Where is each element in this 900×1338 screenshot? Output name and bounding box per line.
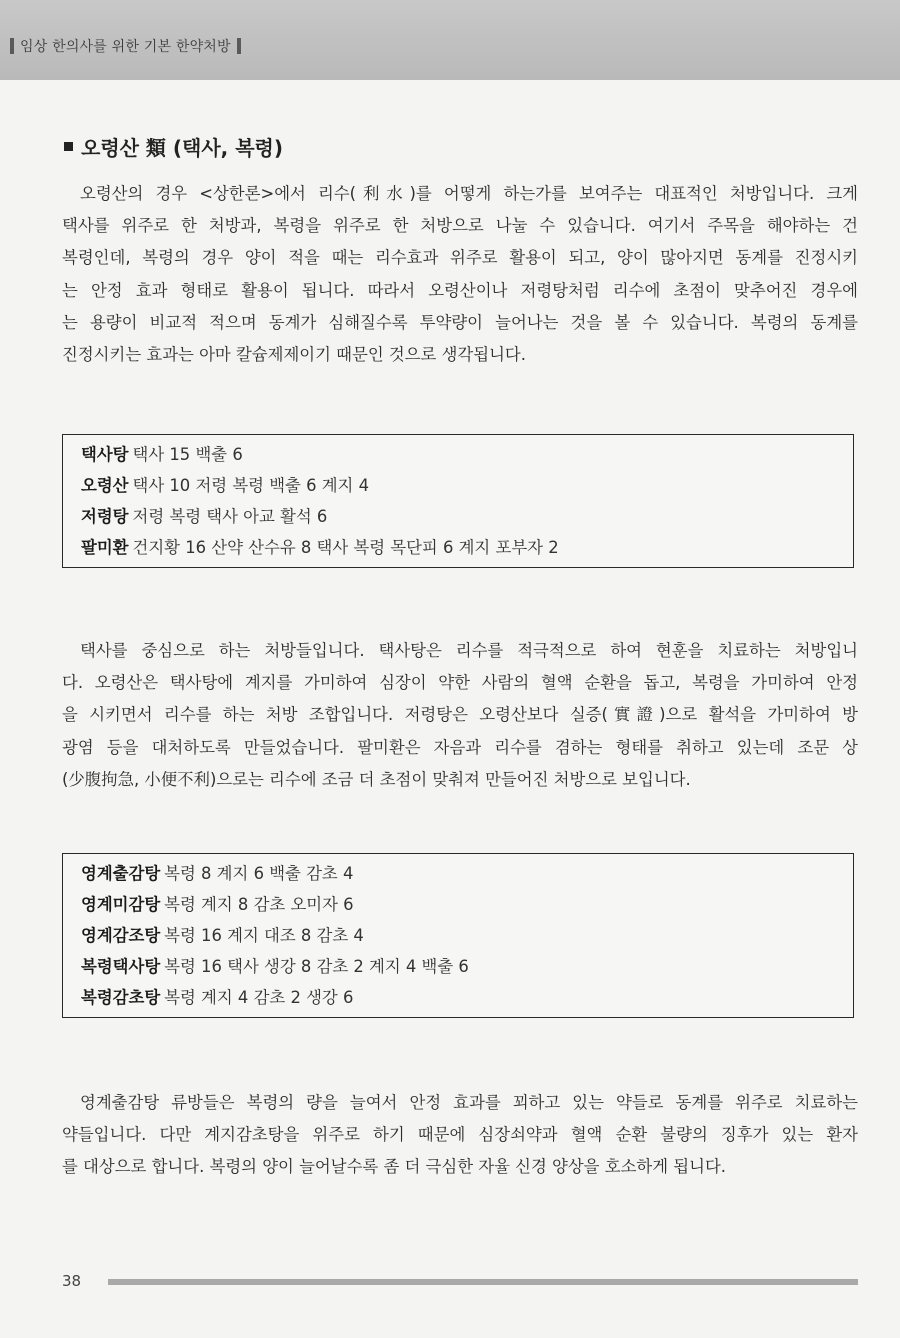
section-heading	[64, 132, 283, 161]
paragraph-line: 를 대상으로 합니다. 복령의 양이 늘어날수록 좀 더 극심한 자율 신경 양상을 호소하게 됩니다.	[62, 1157, 726, 1177]
prescription-row	[81, 889, 853, 920]
prescription-herbs: 복령 8 계지 6 백출 감초 4	[164, 864, 354, 883]
prescription-herbs: 저령 복령 택사 아교 활석 6	[132, 507, 328, 526]
square-bullet-icon	[64, 142, 73, 151]
prescription-name: 오령산	[81, 476, 129, 495]
paragraph-line: 복령인데, 복령의 경우 양이 적을 때는 리수효과 위주로 활용이 되고, 양이 많아지면 동계를 진정시키	[62, 248, 858, 268]
prescription-name: 팔미환	[81, 538, 129, 557]
header-bar-left-decoration	[10, 38, 14, 54]
prescription-name: 택사탕	[81, 445, 129, 464]
footer-rule	[108, 1279, 858, 1285]
prescription-herbs: 복령 16 계지 대조 8 감초 4	[164, 926, 364, 945]
prescription-row	[81, 501, 853, 532]
prescription-row	[81, 532, 853, 563]
paragraph-line: 을 시키면서 리수를 하는 처방 조합입니다. 저령탕은 오령산보다 실증(實證)으로 활석을 가미하여 방	[62, 705, 858, 725]
paragraph-line: 택사를 중심으로 하는 처방들입니다. 택사탕은 리수를 적극적으로 하여 현훈을 치료하는 처방입니	[80, 641, 858, 660]
prescription-row	[81, 951, 853, 982]
prescription-box-1	[62, 434, 854, 568]
prescription-row	[81, 439, 853, 470]
paragraph-line: 는 안정 효과 형태로 활용이 됩니다. 따라서 오령산이나 저령탕처럼 리수에 초점이 맞추어진 경우에	[62, 280, 858, 300]
paragraph-line: (少腹拘急, 小便不利)으로는 리수에 조금 더 초점이 맞춰져 만들어진 처방으로 보입니다.	[62, 769, 691, 789]
paragraph-line: 약들입니다. 다만 계지감초탕을 위주로 하기 때문에 심장쇠약과 혈액 순환 불량의 징후가 있는 환자	[62, 1125, 858, 1145]
paragraph-2	[62, 635, 858, 796]
header-bar-right-decoration	[237, 38, 241, 54]
paragraph-line: 오령산의 경우 <상한론>에서 리수(利水)를 어떻게 하는가를 보여주는 대표적인 처방입니다. 크게	[80, 184, 858, 203]
paragraph-3	[62, 1087, 858, 1184]
header-band	[0, 0, 900, 80]
paragraph-line: 택사를 위주로 한 처방과, 복령을 위주로 한 처방으로 나눌 수 있습니다. 여기서 주목을 해야하는 건	[62, 216, 858, 236]
prescription-name: 복령감초탕	[81, 988, 161, 1007]
prescription-name: 저령탕	[81, 507, 129, 526]
prescription-herbs: 건지황 16 산약 산수유 8 택사 복령 목단피 6 계지 포부자 2	[132, 538, 559, 557]
prescription-herbs: 복령 계지 8 감초 오미자 6	[164, 895, 354, 914]
prescription-name: 영계감조탕	[81, 926, 161, 945]
prescription-name: 영계미감탕	[81, 895, 161, 914]
running-header-text: 임상 한의사를 위한 기본 한약처방	[20, 39, 231, 55]
prescription-row	[81, 470, 853, 501]
prescription-herbs: 택사 15 백출 6	[132, 445, 243, 464]
prescription-herbs: 복령 계지 4 감초 2 생강 6	[164, 988, 354, 1007]
paragraph-line: 진정시키는 효과는 아마 칼슘제제이기 때문인 것으로 생각됩니다.	[62, 345, 526, 365]
prescription-herbs: 택사 10 저령 복령 백출 6 계지 4	[132, 476, 370, 495]
prescription-row	[81, 982, 853, 1013]
prescription-row	[81, 920, 853, 951]
section-heading-text: 오령산 類 (택사, 복령)	[81, 136, 284, 160]
paragraph-line: 는 용량이 비교적 적으며 동계가 심해질수록 투약량이 늘어나는 것을 볼 수 있습니다. 복령의 동계를	[62, 312, 858, 332]
paragraph-1	[62, 178, 858, 371]
prescription-name: 복령택사탕	[81, 957, 161, 976]
paragraph-line: 영계출감탕 류방들은 복령의 량을 늘여서 안정 효과를 꾀하고 있는 약들로 동계를 위주로 치료하는	[80, 1093, 858, 1112]
running-header	[10, 36, 241, 56]
page-number: 38	[62, 1272, 82, 1290]
prescription-name: 영계출감탕	[81, 864, 161, 883]
prescription-box-2	[62, 853, 854, 1018]
paragraph-line: 광염 등을 대처하도록 만들었습니다. 팔미환은 자음과 리수를 겸하는 형태를 취하고 있는데 조문 상	[62, 737, 858, 757]
prescription-row	[81, 858, 853, 889]
paragraph-line: 다. 오령산은 택사탕에 계지를 가미하여 심장이 약한 사람의 혈액 순환을 돕고, 복령을 가미하여 안정	[62, 673, 858, 693]
prescription-herbs: 복령 16 택사 생강 8 감초 2 계지 4 백출 6	[164, 957, 469, 976]
